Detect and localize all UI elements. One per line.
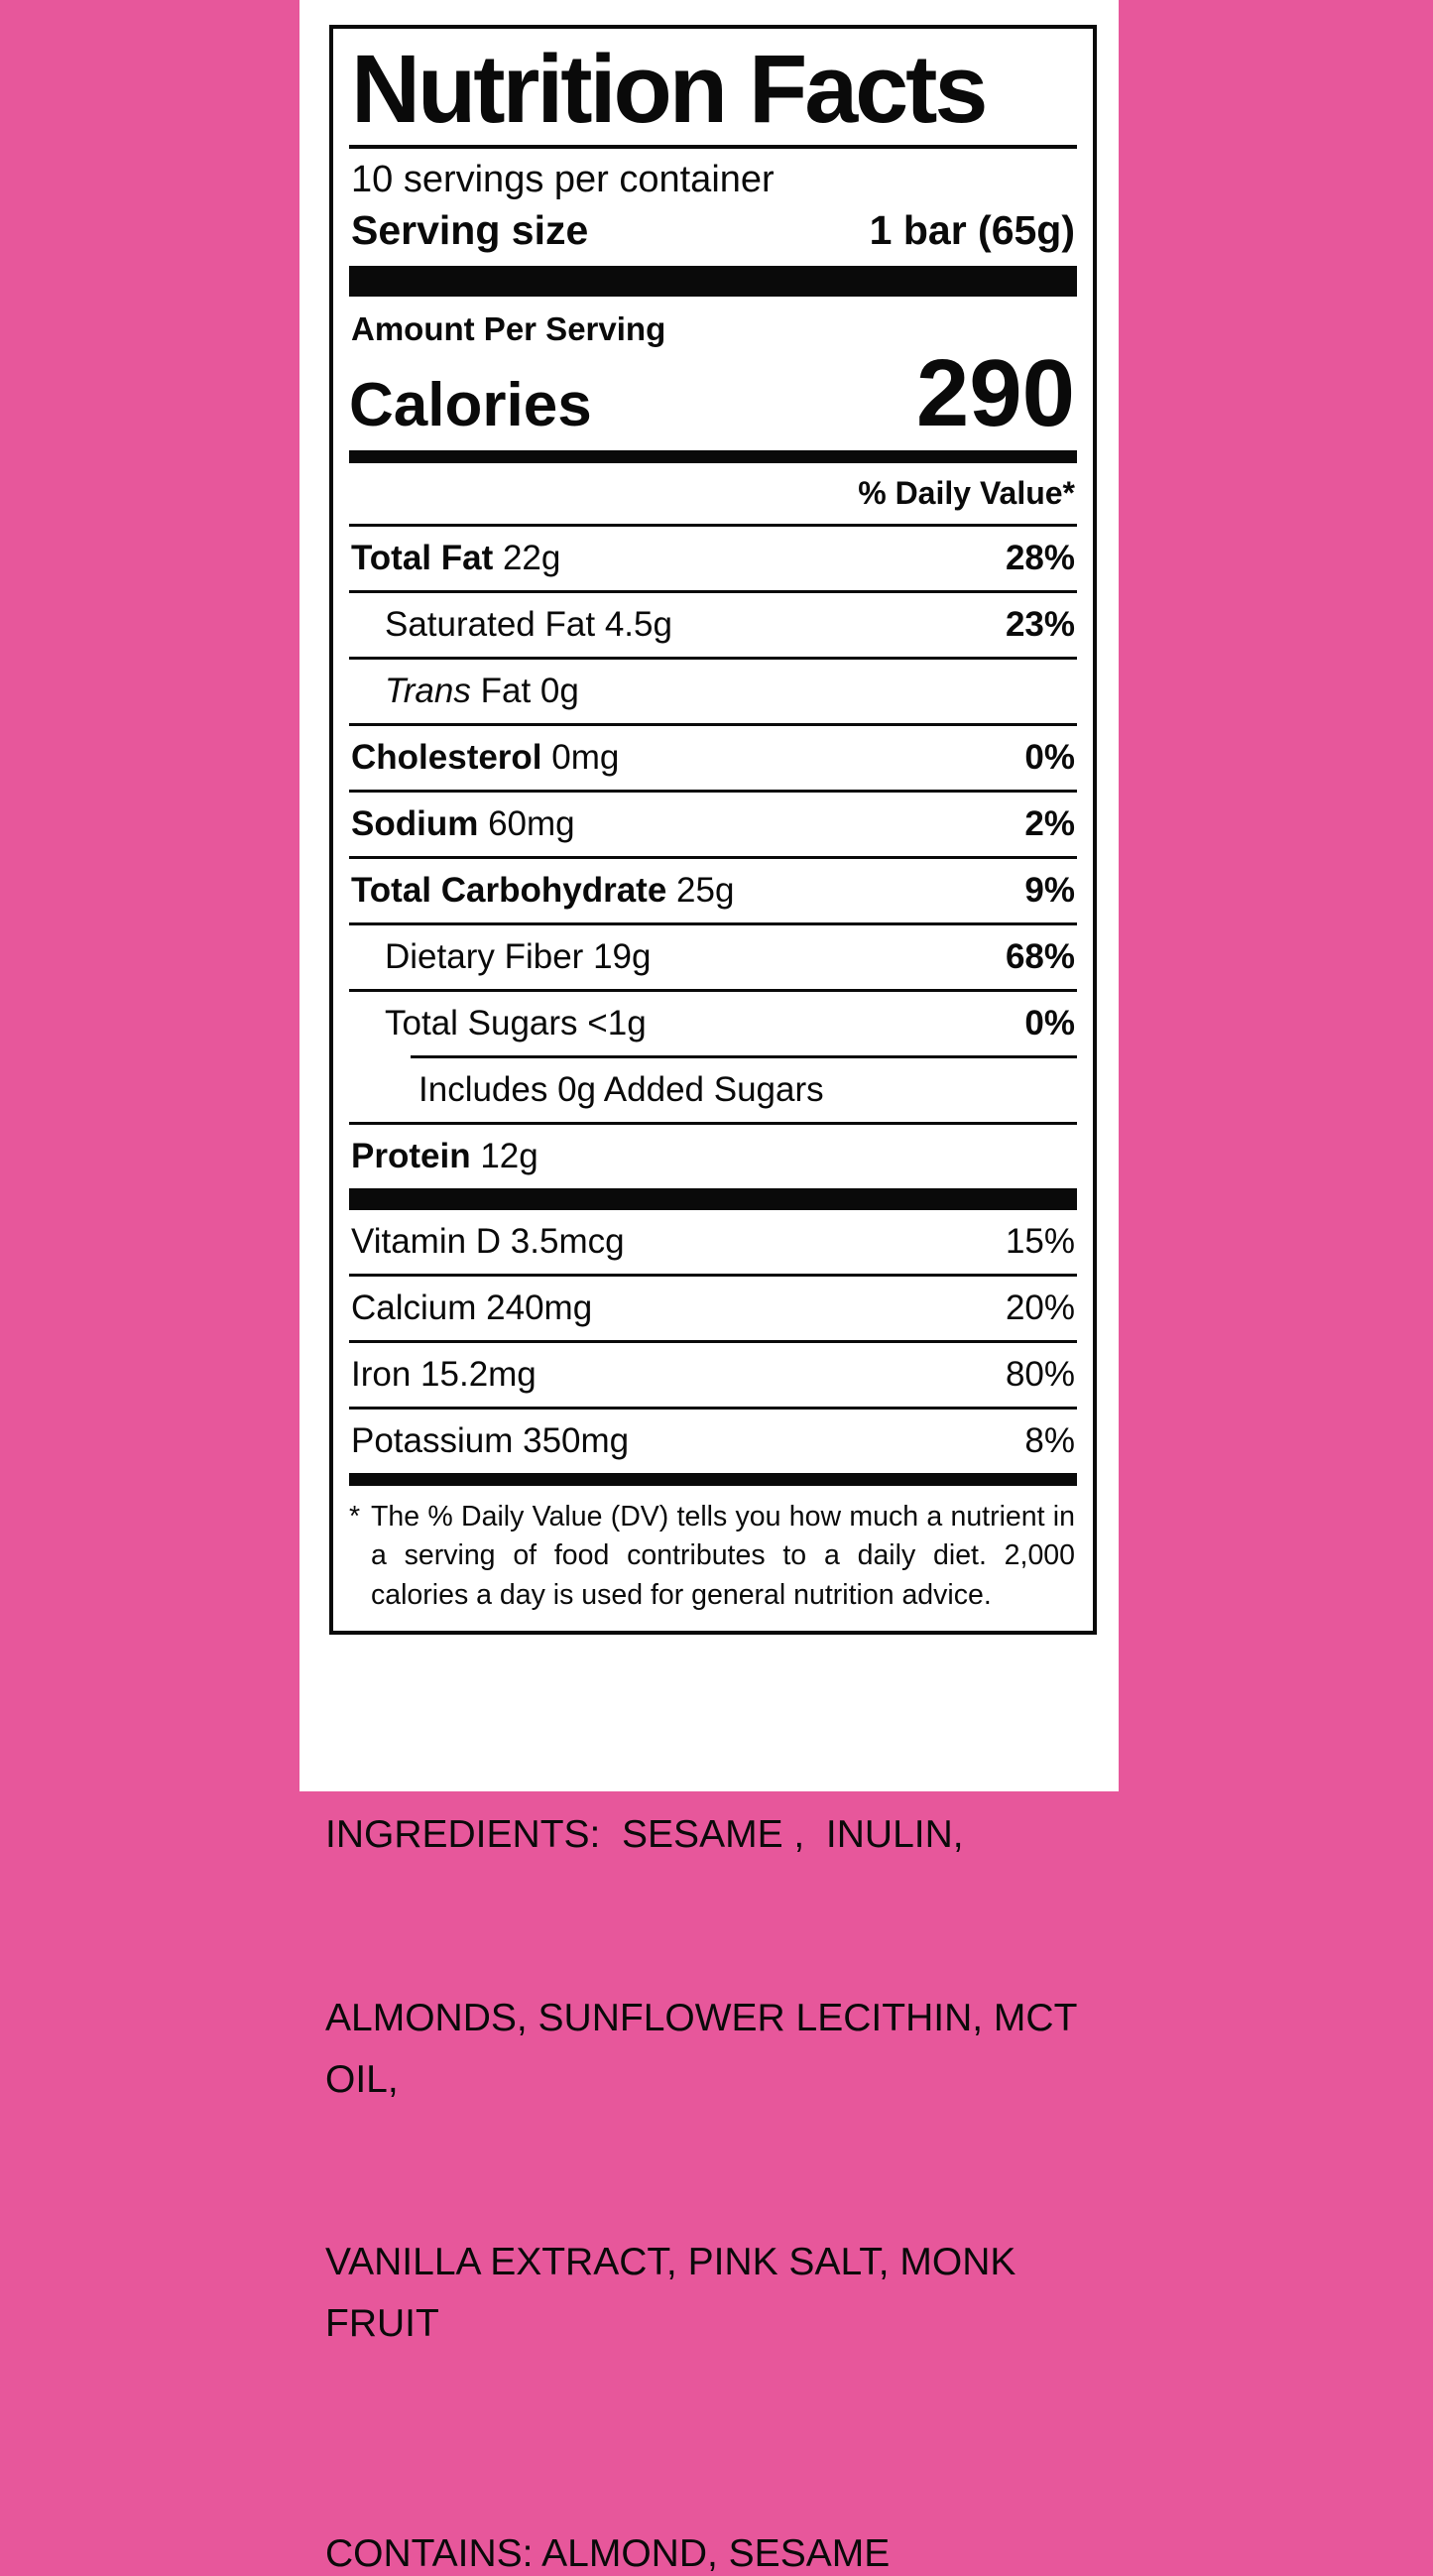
nutrient-row-total-fat (349, 527, 1077, 590)
nutrient-amount: 19g (593, 937, 652, 976)
nutrient-dv: 28% (1005, 539, 1075, 577)
nutrient-row-total-carbohydrate (349, 859, 1077, 922)
nutrition-facts-label (329, 25, 1097, 1635)
nutrient-row-total-sugars (349, 992, 1077, 1055)
vitamin-name: Potassium 350mg (351, 1421, 630, 1460)
vitamin-row-iron (349, 1343, 1077, 1407)
vitamin-name: Vitamin D 3.5mcg (351, 1222, 625, 1261)
nutrient-name: Cholesterol (351, 738, 542, 777)
vitamin-dv: 80% (1005, 1355, 1075, 1394)
footnote-asterisk: * (349, 1501, 361, 1533)
medium-divider (349, 450, 1077, 463)
amount-per-serving-label: Amount Per Serving (351, 310, 666, 347)
vitamin-name: Calcium 240mg (351, 1288, 593, 1327)
nutrient-name: Sodium (351, 804, 479, 843)
daily-value-header: % Daily Value* (858, 475, 1075, 511)
ingredients-line: ALMONDS, SUNFLOWER LECITHIN, MCT OIL, (325, 1997, 1088, 2101)
nutrient-row-saturated-fat (349, 593, 1077, 657)
label-panel (299, 0, 1119, 2575)
ingredients-line: INGREDIENTS: SESAME , INULIN, (325, 1813, 964, 1857)
vitamin-dv: 15% (1005, 1222, 1075, 1261)
vitamin-name: Iron 15.2mg (351, 1355, 537, 1394)
nutrient-amount: 12g (480, 1137, 538, 1175)
nutrient-amount: 4.5g (604, 605, 672, 644)
vitamin-dv: 8% (1024, 1421, 1075, 1460)
nutrient-name-italic: Trans (385, 672, 471, 710)
serving-size-value: 1 bar (65g) (869, 207, 1075, 253)
nutrient-dv: 68% (1005, 937, 1075, 976)
footnote-text: The % Daily Value (DV) tells you how much a nutrient in a serving of food contributes to a daily diet. 2,000 calories a day is used for general nutrition advice. (371, 1501, 1075, 1611)
nutrient-dv: 0% (1024, 738, 1075, 777)
nutrient-row-cholesterol (349, 726, 1077, 790)
nutrient-name: Total Carbohydrate (351, 871, 667, 910)
nutrient-row-dietary-fiber (349, 925, 1077, 989)
allergen-statement: CONTAINS: ALMOND, SESAME (325, 2531, 891, 2575)
nutrient-dv: 2% (1024, 804, 1075, 843)
nutrient-name: Fat (480, 672, 532, 710)
thick-divider (349, 1188, 1077, 1210)
daily-value-footnote (349, 1486, 1077, 1631)
nutrient-name: Saturated Fat (385, 605, 596, 644)
vitamin-row-potassium (349, 1410, 1077, 1473)
nutrient-amount: 25g (676, 871, 735, 910)
nutrient-name: Total Fat (351, 539, 494, 577)
nutrient-name: Protein (351, 1137, 471, 1175)
calories-label: Calories (349, 371, 592, 439)
calories-value: 290 (915, 340, 1075, 446)
nutrient-name: Includes 0g Added Sugars (418, 1070, 824, 1109)
nutrient-row-trans-fat (349, 660, 1077, 723)
nutrition-facts-title: Nutrition Facts (351, 35, 986, 143)
vitamin-row-vitamin-d (349, 1210, 1077, 1274)
ingredients-list (325, 1682, 1089, 2477)
servings-per-container: 10 servings per container (351, 159, 775, 200)
vitamin-dv: 20% (1005, 1288, 1075, 1327)
calories-row (349, 340, 1077, 450)
nutrient-dv: 23% (1005, 605, 1075, 644)
nutrient-amount: 60mg (488, 804, 575, 843)
nutrient-amount: 0g (539, 672, 579, 710)
nutrient-name: Total Sugars (385, 1004, 578, 1043)
ingredients-line: VANILLA EXTRACT, PINK SALT, MONK FRUIT (325, 2241, 1027, 2346)
thick-divider (349, 266, 1077, 297)
nutrient-name: Dietary Fiber (385, 937, 584, 976)
nutrient-amount: <1g (587, 1004, 647, 1043)
nutrient-amount: 22g (502, 539, 561, 577)
serving-size-label: Serving size (351, 207, 589, 253)
nutrient-dv: 9% (1024, 871, 1075, 910)
nutrient-row-added-sugars (349, 1058, 1077, 1122)
nutrient-dv: 0% (1024, 1004, 1075, 1043)
vitamin-row-calcium (349, 1277, 1077, 1340)
nutrient-row-protein (349, 1125, 1077, 1188)
nutrient-amount: 0mg (551, 738, 620, 777)
nutrient-row-sodium (349, 793, 1077, 856)
serving-size-row (349, 203, 1077, 266)
medium-divider (349, 1473, 1077, 1486)
